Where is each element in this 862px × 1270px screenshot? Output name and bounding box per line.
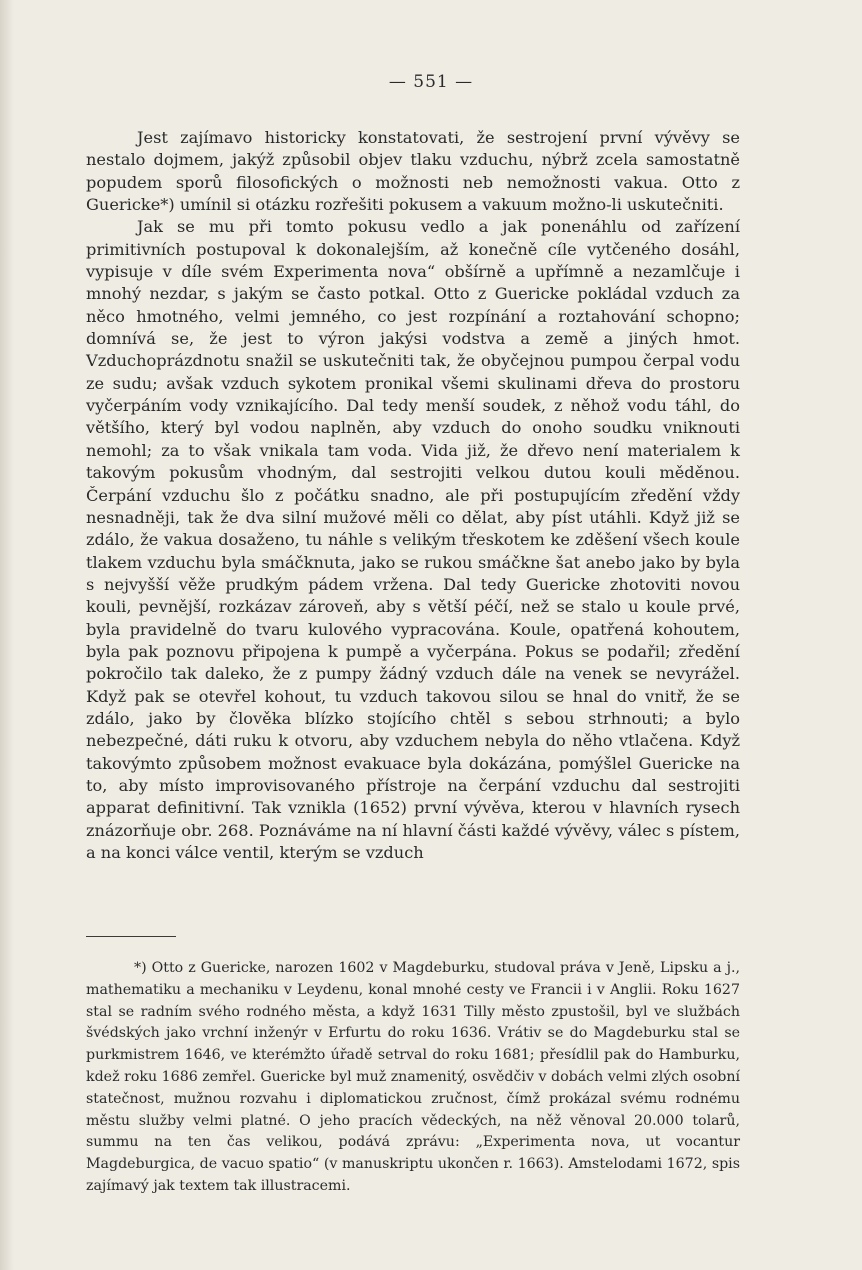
- footnote: [86, 958, 740, 1198]
- footnote-divider: [86, 936, 176, 937]
- paragraph-1: Jest zajímavo historicky konstatovati, že sestrojení první vývěvy se nestalo dojmem, jakýž způsobil objev tlaku vzduchu, nýbrž zcela samostatně popudem sporů filosofických o možnosti neb nemožnosti vakua. Otto z Guericke*) umínil si otázku rozřešiti pokusem a vakuum možno-li uskutečniti.: [86, 128, 740, 215]
- page-number: — 551 —: [388, 72, 474, 92]
- paragraph-2: Jak se mu při tomto pokusu vedlo a jak ponenáhlu od zařízení primitivních postupoval k dokonalejším, až konečně cíle vytčeného dosáhl, vypisuje v díle svém Experimenta nova“ obšírně a upřímně a nezamlčuje i mnohý nezdar, s jakým se často potkal. Otto z Guericke pokládal vzduch za něco hmotného, velmi jemného, co jest rozpínání a roztahování schopno; domnívá se, že jest to výron jakýsi vodstva a země a jiných hmot. Vzduchoprázdnotu snažil se uskutečniti tak, že obyčejnou pumpou čerpal vodu ze sudu; avšak vzduch sykotem pronikal všemi skulinami dřeva do prostoru vyčerpáním vody vznikajícího. Dal tedy menší soudek, z něhož vodu táhl, do většího, který byl vodou naplněn, aby vzduch do onoho soudku vniknouti nemohl; za to však vnikala tam voda. Vida již, že dřevo není materialem k takovým pokusům vhodným, dal sestrojiti velkou dutou kouli měděnou. Čerpání vzduchu šlo z počátku snadno, ale při postupujícím zředění vždy nesnadněji, tak že dva silní mužové měli co dělat, aby píst utáhli. Když již se zdálo, že vakua dosaženo, tu náhle s velikým třeskotem ke zděšení všech koule tlakem vzduchu byla smáčknuta, jako se rukou smáčkne šat anebo jako by byla s nejvyšší věže prudkým pádem vržena. Dal tedy Guericke zhotoviti novou kouli, pevnější, rozkázav zároveň, aby s větší péčí, než se stalo u koule prvé, byla pravidelně do tvaru kulového vypracována. Koule, opatřená kohoutem, byla pak poznovu připojena k pumpě a vyčerpána. Pokus se podařil; zředění pokročilo tak daleko, že z pumpy žádný vzduch dále na venek se nevyrážel. Když pak se otevřel kohout, tu vzduch takovou silou se hnal do vnitř, že se zdálo, jako by člověka blízko stojícího chtěl s sebou strhnouti; a bylo nebezpečné, dáti ruku k otvoru, aby vzduchem nebyla do něho vtlačena. Když takovýmto způsobem možnost evakuace byla dokázána, pomýšlel Guericke na to, aby místo improvisovaného přístroje na čerpání vzduchu dal sestrojiti apparat definitivní. Tak vznikla (1652) první vývěva, kterou v hlavních rysech znázorňuje obr. 268. Poznáváme na ní hlavní části každé vývěvy, válec s pístem, a na konci válce ventil, kterým se vzduch: [86, 217, 740, 862]
- footnote-text: *) Otto z Guericke, narozen 1602 v Magdeburku, studoval práva v Jeně, Lipsku a j., mathematiku a mechaniku v Leydenu, konal mnohé cesty ve Francii i v Anglii. Roku 1627 stal se radním svého rodného města, a když 1631 Tilly město zpustošil, byl ve službách švédských jako vrchní inženýr v Erfurtu do roku 1636. Vrátiv se do Magdeburku stal se purkmistrem 1646, ve kterémžto úřadě setrval do roku 1681; přesídlil pak do Hamburku, kdež roku 1686 zemřel. Guericke byl muž znamenitý, osvědčiv v dobách velmi zlých osobní statečnost, mužnou rozvahu i diplomatickou zručnost, čímž prokázal svému rodnému městu služby velmi platné. O jeho pracích vědeckých, na něž věnoval 20.000 tolarů, summu na ten čas velikou, podává zprávu: „Experimenta nova, ut vocantur Magdeburgica, de vacuo spatio“ (v manuskriptu ukončen r. 1663). Amstelodami 1672, spis zajímavý jak textem tak illustracemi.: [86, 960, 740, 1194]
- main-text: [86, 127, 740, 864]
- binding-shadow: [0, 0, 14, 1270]
